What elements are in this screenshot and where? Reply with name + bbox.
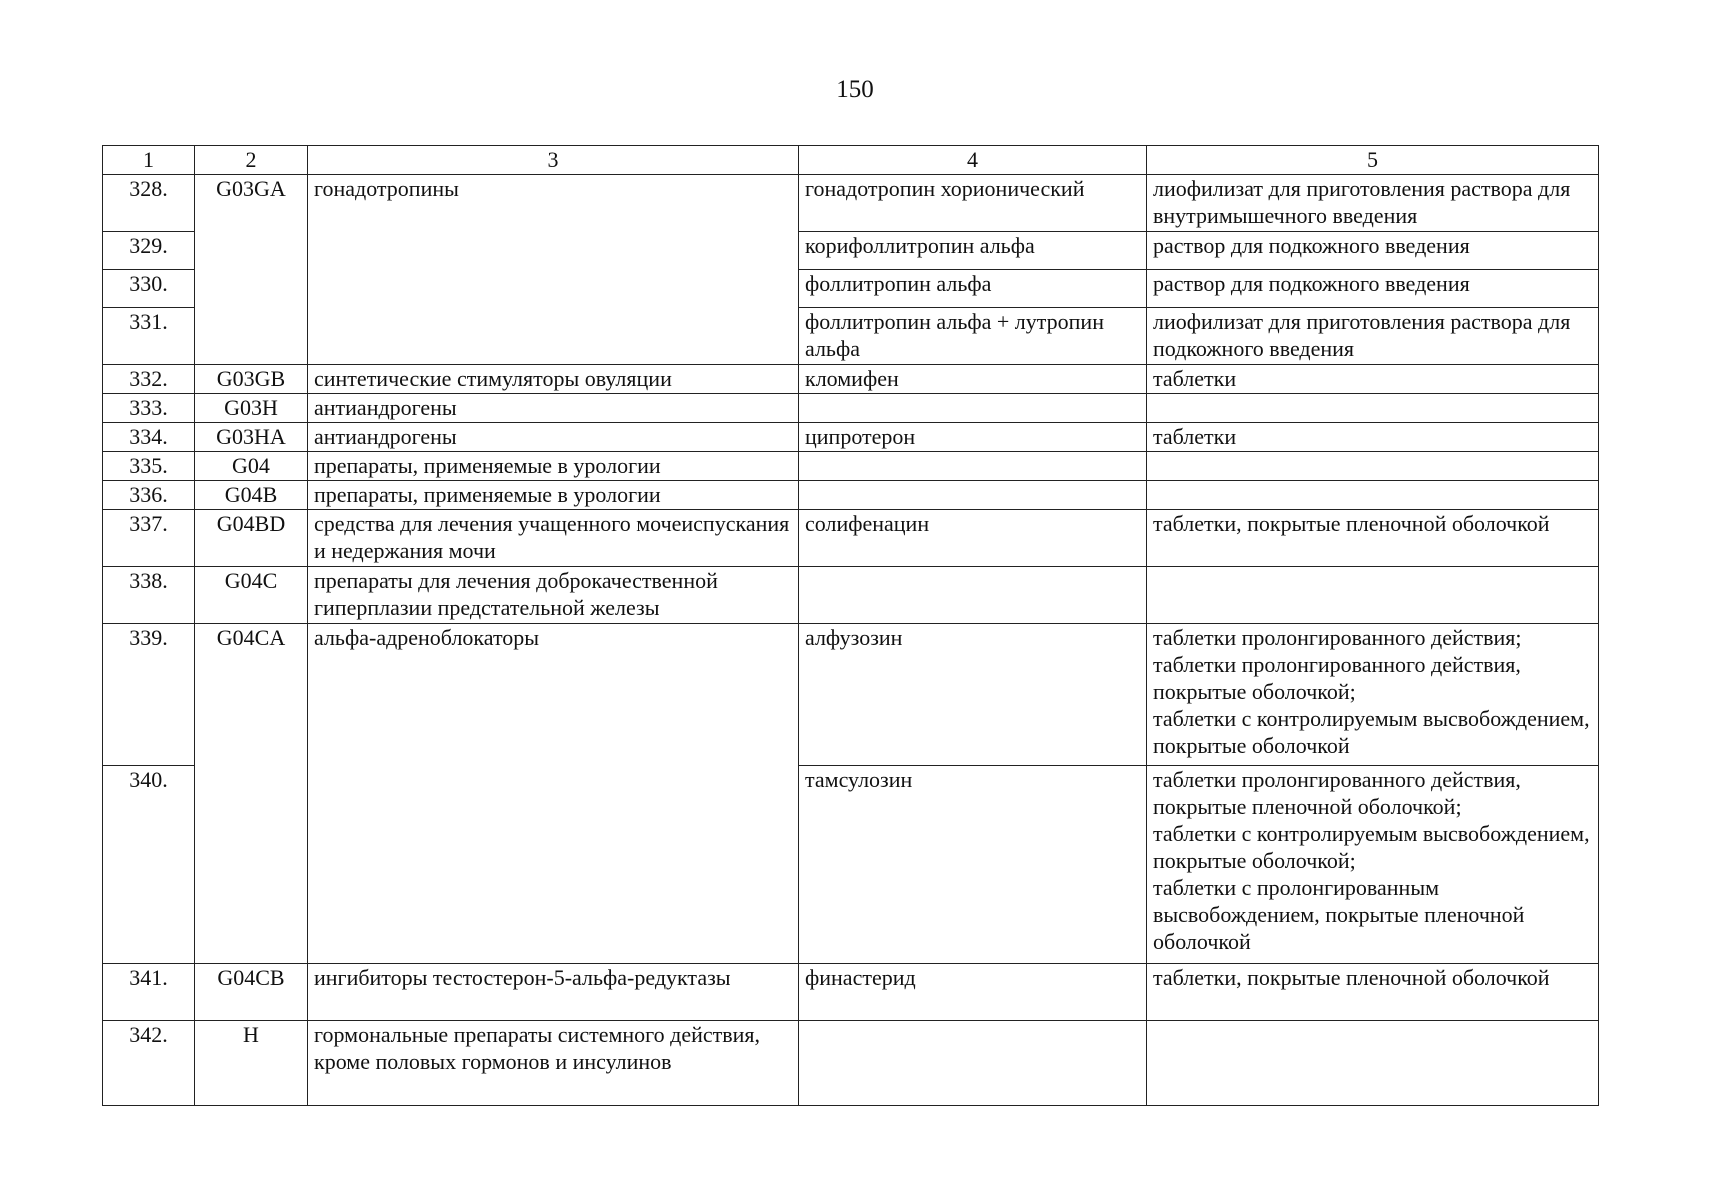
group-name: ингибиторы тестостерон-5-альфа-редуктазы: [308, 964, 799, 1021]
dosage-form: таблетки: [1147, 423, 1599, 452]
dosage-form: [1147, 567, 1599, 624]
dosage-form: лиофилизат для приготовления раствора для внутримышечного введения: [1147, 175, 1599, 232]
atc-code: G04C: [195, 567, 308, 624]
drug-name: алфузозин: [799, 624, 1147, 766]
drug-name: корифоллитропин альфа: [799, 232, 1147, 270]
table-row: [103, 452, 1599, 481]
table-row: [103, 1021, 1599, 1106]
row-number: 336.: [103, 481, 195, 510]
row-number: 334.: [103, 423, 195, 452]
row-number: 335.: [103, 452, 195, 481]
drug-name: [799, 567, 1147, 624]
drug-name: ципротерон: [799, 423, 1147, 452]
header-cell: 1: [103, 146, 195, 175]
drug-name: [799, 1021, 1147, 1106]
row-number: 330.: [103, 270, 195, 308]
group-name: синтетические стимуляторы овуляции: [308, 365, 799, 394]
dosage-form: [1147, 394, 1599, 423]
atc-code: G04CB: [195, 964, 308, 1021]
table-row: [103, 423, 1599, 452]
row-number: 332.: [103, 365, 195, 394]
drug-name: [799, 452, 1147, 481]
atc-code: G03GB: [195, 365, 308, 394]
table-row: [103, 510, 1599, 567]
row-number: 341.: [103, 964, 195, 1021]
row-number: 342.: [103, 1021, 195, 1106]
group-name: препараты для лечения доброкачественной гиперплазии предстательной железы: [308, 567, 799, 624]
drug-name: [799, 394, 1147, 423]
header-cell: 2: [195, 146, 308, 175]
dosage-form: таблетки пролонгированного действия; таблетки пролонгированного действия, покрытые оболочкой; таблетки с контролируемым высвобождением, покрытые оболочкой: [1153, 625, 1590, 758]
row-number: 337.: [103, 510, 195, 567]
table-row: [103, 394, 1599, 423]
table-row: [103, 175, 1599, 232]
table-row: [103, 567, 1599, 624]
header-cell: 5: [1147, 146, 1599, 175]
group-name: средства для лечения учащенного мочеиспускания и недержания мочи: [308, 510, 799, 567]
dosage-form: таблетки, покрытые пленочной оболочкой: [1147, 510, 1599, 567]
header-cell: 3: [308, 146, 799, 175]
atc-code: G04CA: [195, 624, 308, 964]
page-number: 150: [836, 76, 874, 103]
table-row: [103, 365, 1599, 394]
group-name: гонадотропины: [308, 175, 799, 365]
dosage-form: таблетки пролонгированного действия, покрытые пленочной оболочкой; таблетки с контролируемым высвобождением, покрытые оболочкой; таблетки с пролонгированным высвобождением, покрытые пленочной оболочкой: [1153, 767, 1590, 954]
dosage-form: лиофилизат для приготовления раствора для подкожного введения: [1147, 308, 1599, 365]
drug-name: гонадотропин хорионический: [799, 175, 1147, 232]
row-number: 338.: [103, 567, 195, 624]
drug-name: фоллитропин альфа: [799, 270, 1147, 308]
dosage-form: [1147, 1021, 1599, 1106]
atc-code: G04BD: [195, 510, 308, 567]
group-name: гормональные препараты системного действия, кроме половых гормонов и инсулинов: [308, 1021, 799, 1106]
row-number: 339.: [103, 624, 195, 766]
group-name: антиандрогены: [308, 423, 799, 452]
dosage-form: раствор для подкожного введения: [1147, 270, 1599, 308]
atc-code: G03GA: [195, 175, 308, 365]
atc-code: G03HA: [195, 423, 308, 452]
drug-name: финастерид: [799, 964, 1147, 1021]
row-number: 340.: [103, 766, 195, 964]
drug-name: солифенацин: [799, 510, 1147, 567]
drug-table: [102, 145, 1599, 1106]
dosage-form: таблетки: [1147, 365, 1599, 394]
drug-name: фоллитропин альфа + лутропин альфа: [799, 308, 1147, 365]
atc-code: G03H: [195, 394, 308, 423]
dosage-form: [1147, 481, 1599, 510]
group-name: препараты, применяемые в урологии: [308, 452, 799, 481]
dosage-form: таблетки, покрытые пленочной оболочкой: [1147, 964, 1599, 1021]
group-name: антиандрогены: [308, 394, 799, 423]
group-name: препараты, применяемые в урологии: [308, 481, 799, 510]
header-cell: 4: [799, 146, 1147, 175]
atc-code: G04B: [195, 481, 308, 510]
row-number: 328.: [103, 175, 195, 232]
atc-code: H: [195, 1021, 308, 1106]
drug-name: тамсулозин: [799, 766, 1147, 964]
table-row: [103, 481, 1599, 510]
dosage-form: раствор для подкожного введения: [1147, 232, 1599, 270]
group-name: альфа-адреноблокаторы: [308, 624, 799, 964]
table-row: [103, 964, 1599, 1021]
row-number: 329.: [103, 232, 195, 270]
drug-name: кломифен: [799, 365, 1147, 394]
table-row: [103, 624, 1599, 766]
atc-code: G04: [195, 452, 308, 481]
row-number: 331.: [103, 308, 195, 365]
drug-name: [799, 481, 1147, 510]
header-row: [103, 146, 1599, 175]
row-number: 333.: [103, 394, 195, 423]
dosage-form: [1147, 452, 1599, 481]
